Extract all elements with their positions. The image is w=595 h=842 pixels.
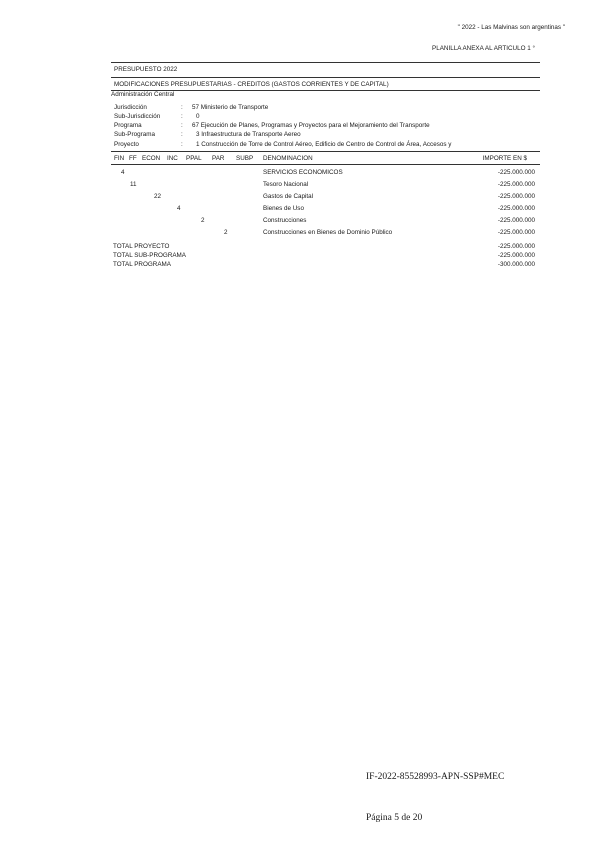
info-value-programa: 67 Ejecución de Planes, Programas y Proyectos para el Mejoramiento del Transporte — [192, 122, 430, 129]
col-header-inc: INC — [167, 155, 178, 162]
table-row-amount: -225.000.000 — [497, 169, 535, 176]
top-rule — [111, 62, 540, 63]
col-header-ppal: PPAL — [186, 155, 202, 162]
table-row-code: 22 — [154, 193, 162, 200]
info-value-jurisdiccion: 57 Ministerio de Transporte — [192, 104, 269, 111]
table-row-code: 2 — [224, 229, 228, 236]
total-proyecto-amount: -225.000.000 — [497, 243, 535, 250]
info-value-subprograma: 3 Infraestructura de Transporte Aereo — [196, 131, 301, 138]
info-value-subjurisdiccion: 0 — [196, 113, 200, 120]
info-sep: : — [181, 104, 183, 111]
table-row-code: 4 — [177, 205, 181, 212]
table-row-amount: -225.000.000 — [497, 217, 535, 224]
table-header-top-rule — [111, 151, 540, 152]
table-row-name: Gastos de Capital — [263, 193, 314, 200]
table-row-code: 4 — [121, 169, 125, 176]
info-label-subprograma: Sub-Programa — [114, 131, 155, 138]
table-row-amount: -225.000.000 — [497, 193, 535, 200]
total-subprograma-label: TOTAL SUB-PROGRAMA — [113, 252, 187, 259]
info-sep: : — [181, 113, 183, 120]
total-programa-label: TOTAL PROGRAMA — [113, 261, 171, 268]
table-row-name: SERVICIOS ECONOMICOS — [263, 169, 343, 176]
info-label-programa: Programa — [114, 122, 142, 129]
table-row-code: 11 — [130, 181, 137, 188]
table-row-amount: -225.000.000 — [497, 229, 535, 236]
col-header-econ: ECON — [142, 155, 161, 162]
table-row-amount: -225.000.000 — [497, 205, 535, 212]
admin-label: Administración Central — [111, 91, 175, 98]
col-header-ff: FF — [129, 155, 137, 162]
title-rule — [111, 77, 540, 78]
subtitle-rule — [111, 90, 540, 91]
col-header-par: PAR — [212, 155, 225, 162]
info-label-proyecto: Proyecto — [114, 141, 139, 148]
info-sep: : — [181, 122, 183, 129]
table-row-name: Construcciones — [263, 217, 307, 224]
planilla-label: PLANILLA ANEXA AL ARTICULO 1 ° — [432, 45, 535, 52]
col-header-importe: IMPORTE EN $ — [482, 155, 527, 162]
motto-text: " 2022 - Las Malvinas son argentinas " — [457, 24, 565, 31]
total-programa-amount: -300.000.000 — [497, 261, 535, 268]
info-sep: : — [181, 141, 183, 148]
col-header-fin: FIN — [114, 155, 125, 162]
total-proyecto-label: TOTAL PROYECTO — [113, 243, 170, 250]
info-label-jurisdiccion: Jurisdicción — [114, 104, 147, 111]
document-id: IF-2022-85528993-APN-SSP#MEC — [366, 772, 505, 782]
table-row-name: Tesoro Nacional — [263, 181, 309, 188]
info-label-subjurisdiccion: Sub-Jurisdicción — [114, 113, 161, 120]
col-header-denominacion: DENOMINACION — [263, 155, 313, 162]
total-subprograma-amount: -225.000.000 — [497, 252, 535, 259]
page-number: Página 5 de 20 — [366, 813, 423, 823]
info-sep: : — [181, 131, 183, 138]
col-header-subp: SUBP — [236, 155, 254, 162]
table-header-bottom-rule — [111, 164, 540, 165]
info-value-proyecto: 1 Construcción de Torre de Control Aéreo, Edificio de Centro de Control de Área, Accesos y — [196, 141, 452, 148]
table-row-name: Bienes de Uso — [263, 205, 304, 212]
table-row-amount: -225.000.000 — [497, 181, 535, 188]
table-row-code: 2 — [201, 217, 205, 224]
budget-title: PRESUPUESTO 2022 — [114, 66, 178, 73]
table-row-name: Construcciones en Bienes de Dominio Público — [263, 229, 393, 236]
budget-subtitle: MODIFICACIONES PRESUPUESTARIAS - CREDITOS (GASTOS CORRIENTES Y DE CAPITAL) — [114, 81, 389, 88]
